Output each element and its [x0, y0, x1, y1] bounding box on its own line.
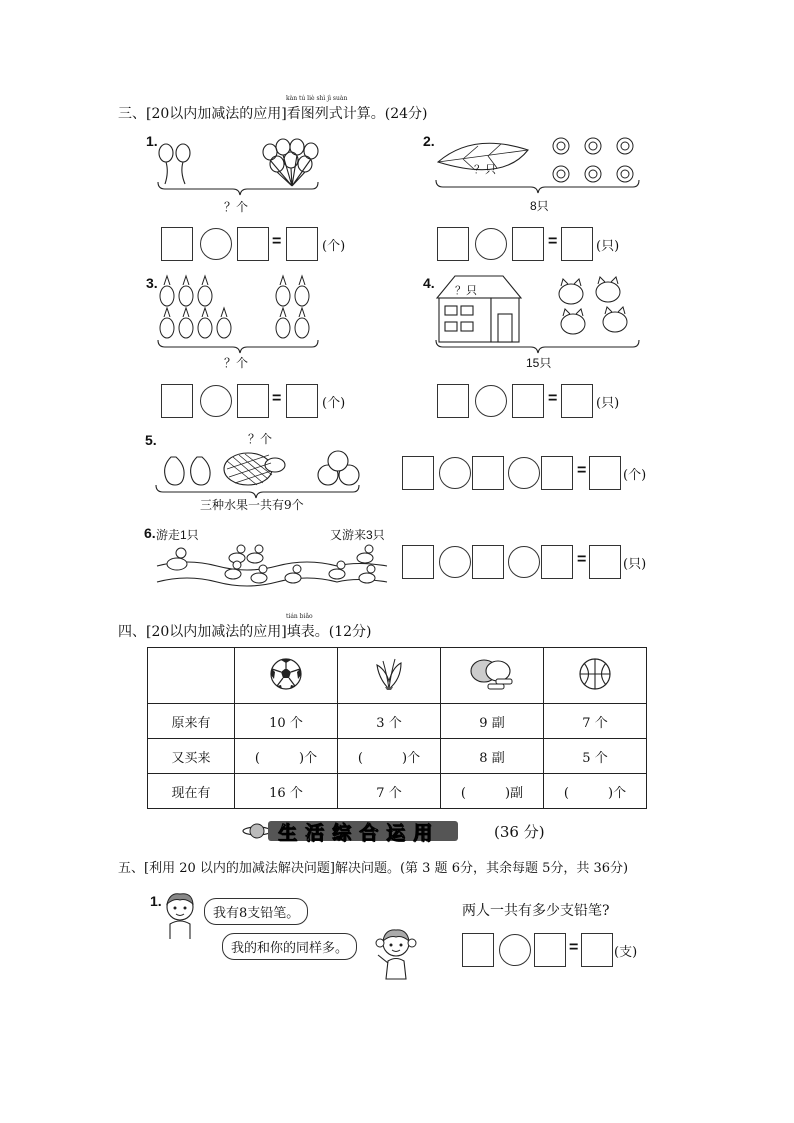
table-row	[148, 739, 647, 774]
table-header-cell	[544, 648, 647, 704]
answer-box[interactable]	[472, 545, 504, 579]
spinach-icon	[373, 657, 405, 691]
unit-label: (只)	[623, 557, 647, 572]
banner-score: (36 分)	[494, 823, 545, 841]
girl-icon	[372, 925, 420, 981]
answer-box[interactable]	[237, 384, 269, 418]
basketball-icon	[579, 658, 611, 690]
problem3-number: 3.	[146, 275, 158, 291]
ducks-in-water-icon	[155, 538, 395, 598]
banner-title: 生活综合运用	[278, 822, 441, 844]
section4-pinyin: tián biǎo	[286, 613, 313, 620]
equals-sign: =	[577, 462, 587, 479]
table-cell: 7 个	[338, 774, 441, 809]
fruits-icon	[153, 447, 368, 495]
row-head: 又买来	[148, 739, 235, 774]
s5-problem1-number: 1.	[150, 893, 162, 909]
table-cell: 9 副	[441, 704, 544, 739]
table-header-cell	[441, 648, 544, 704]
answer-box[interactable]	[589, 545, 621, 579]
table-cell-blank[interactable]: ( )个	[544, 774, 647, 809]
equals-sign: =	[548, 390, 558, 407]
table-cell-blank[interactable]: ( )个	[235, 739, 338, 774]
equals-sign: =	[272, 390, 282, 407]
problem6-number: 6.	[144, 525, 156, 541]
leaf-and-snails-icon	[433, 132, 648, 197]
problem5-top-label: ？个	[248, 432, 273, 446]
table-cell-blank[interactable]: ( )个	[338, 739, 441, 774]
section3-pinyin: kàn tú liè shì jì suàn	[286, 95, 348, 102]
equals-sign: =	[548, 233, 558, 250]
answer-box[interactable]	[512, 384, 544, 418]
soccer-ball-icon	[270, 658, 302, 690]
problem2-number: 2.	[423, 133, 435, 149]
pineapples-icon	[155, 272, 325, 354]
answer-box[interactable]	[402, 545, 434, 579]
boy-icon	[160, 890, 200, 940]
problem1-label: ？个	[224, 200, 249, 214]
problem6-right-label: 又游来3只	[330, 528, 385, 542]
answer-box[interactable]	[541, 456, 573, 490]
answer-box[interactable]	[437, 384, 469, 418]
problem3-label: ？个	[224, 356, 249, 370]
answer-box[interactable]	[161, 384, 193, 418]
operator-circle[interactable]	[508, 546, 540, 578]
table-cell: 16 个	[235, 774, 338, 809]
table-cell: 10 个	[235, 704, 338, 739]
table-cell: 8 副	[441, 739, 544, 774]
answer-box[interactable]	[512, 227, 544, 261]
table-header-row	[148, 648, 647, 704]
girl-speech-bubble: 我的和你的同样多。	[222, 933, 357, 960]
answer-box[interactable]	[237, 227, 269, 261]
answer-box[interactable]	[402, 456, 434, 490]
row-head: 现在有	[148, 774, 235, 809]
answer-box[interactable]	[561, 227, 593, 261]
unit-label: (只)	[596, 396, 620, 411]
table-row	[148, 704, 647, 739]
answer-box[interactable]	[589, 456, 621, 490]
house-label: ？只	[455, 284, 477, 297]
answer-box[interactable]	[472, 456, 504, 490]
operator-circle[interactable]	[200, 385, 232, 417]
section5-title: 五、[利用 20 以内的加减法解决问题]解决问题。(第 3 题 6分，其余每题 5分，共 36分)	[118, 861, 629, 876]
answer-box[interactable]	[286, 384, 318, 418]
section4-title: 四、[20以内加减法的应用]填表。(12分) tián biǎo	[118, 613, 372, 640]
operator-circle[interactable]	[475, 385, 507, 417]
unit-label: (个)	[623, 468, 647, 483]
row-head: 原来有	[148, 704, 235, 739]
answer-box[interactable]	[462, 933, 494, 967]
equals-sign: =	[569, 939, 579, 956]
leaf-label: ？只	[474, 163, 496, 176]
problem4-label: 15只	[526, 356, 552, 370]
equals-sign: =	[272, 233, 282, 250]
fill-table	[147, 647, 647, 809]
unit-label: (支)	[614, 945, 638, 960]
problem5-label: 三种水果一共有9个	[200, 498, 304, 512]
table-corner-cell	[148, 648, 235, 704]
table-row	[148, 774, 647, 809]
s5-problem1-question: 两人一共有多少支铅笔?	[462, 903, 610, 919]
operator-circle[interactable]	[439, 457, 471, 489]
unit-label: (只)	[596, 239, 620, 254]
answer-box[interactable]	[161, 227, 193, 261]
problem5-number: 5.	[145, 432, 157, 448]
problem2-label: 8只	[530, 199, 549, 213]
problem1-number: 1.	[146, 133, 158, 149]
answer-box[interactable]	[286, 227, 318, 261]
operator-circle[interactable]	[439, 546, 471, 578]
operator-circle[interactable]	[475, 228, 507, 260]
answer-box[interactable]	[561, 384, 593, 418]
unit-label: (个)	[322, 239, 346, 254]
answer-box[interactable]	[581, 933, 613, 967]
operator-circle[interactable]	[499, 934, 531, 966]
table-cell-blank[interactable]: ( )副	[441, 774, 544, 809]
table-cell: 5 个	[544, 739, 647, 774]
section3-title: 三、[20以内加减法的应用]看图列式计算。(24分) kàn tú liè shì jì suàn	[118, 95, 428, 122]
answer-box[interactable]	[437, 227, 469, 261]
answer-box[interactable]	[534, 933, 566, 967]
problem6-left-label: 游走1只	[156, 528, 199, 542]
table-header-cell	[338, 648, 441, 704]
boy-speech-bubble: 我有8支铅笔。	[204, 898, 308, 925]
operator-circle[interactable]	[200, 228, 232, 260]
table-cell: 7 个	[544, 704, 647, 739]
operator-circle[interactable]	[508, 457, 540, 489]
ping-pong-paddles-icon	[468, 657, 516, 691]
problem4-number: 4.	[423, 275, 435, 291]
equals-sign: =	[577, 551, 587, 568]
table-header-cell	[235, 648, 338, 704]
table-cell: 3 个	[338, 704, 441, 739]
section-banner	[242, 818, 545, 844]
answer-box[interactable]	[541, 545, 573, 579]
balloons-icon	[155, 140, 325, 195]
unit-label: (个)	[322, 396, 346, 411]
